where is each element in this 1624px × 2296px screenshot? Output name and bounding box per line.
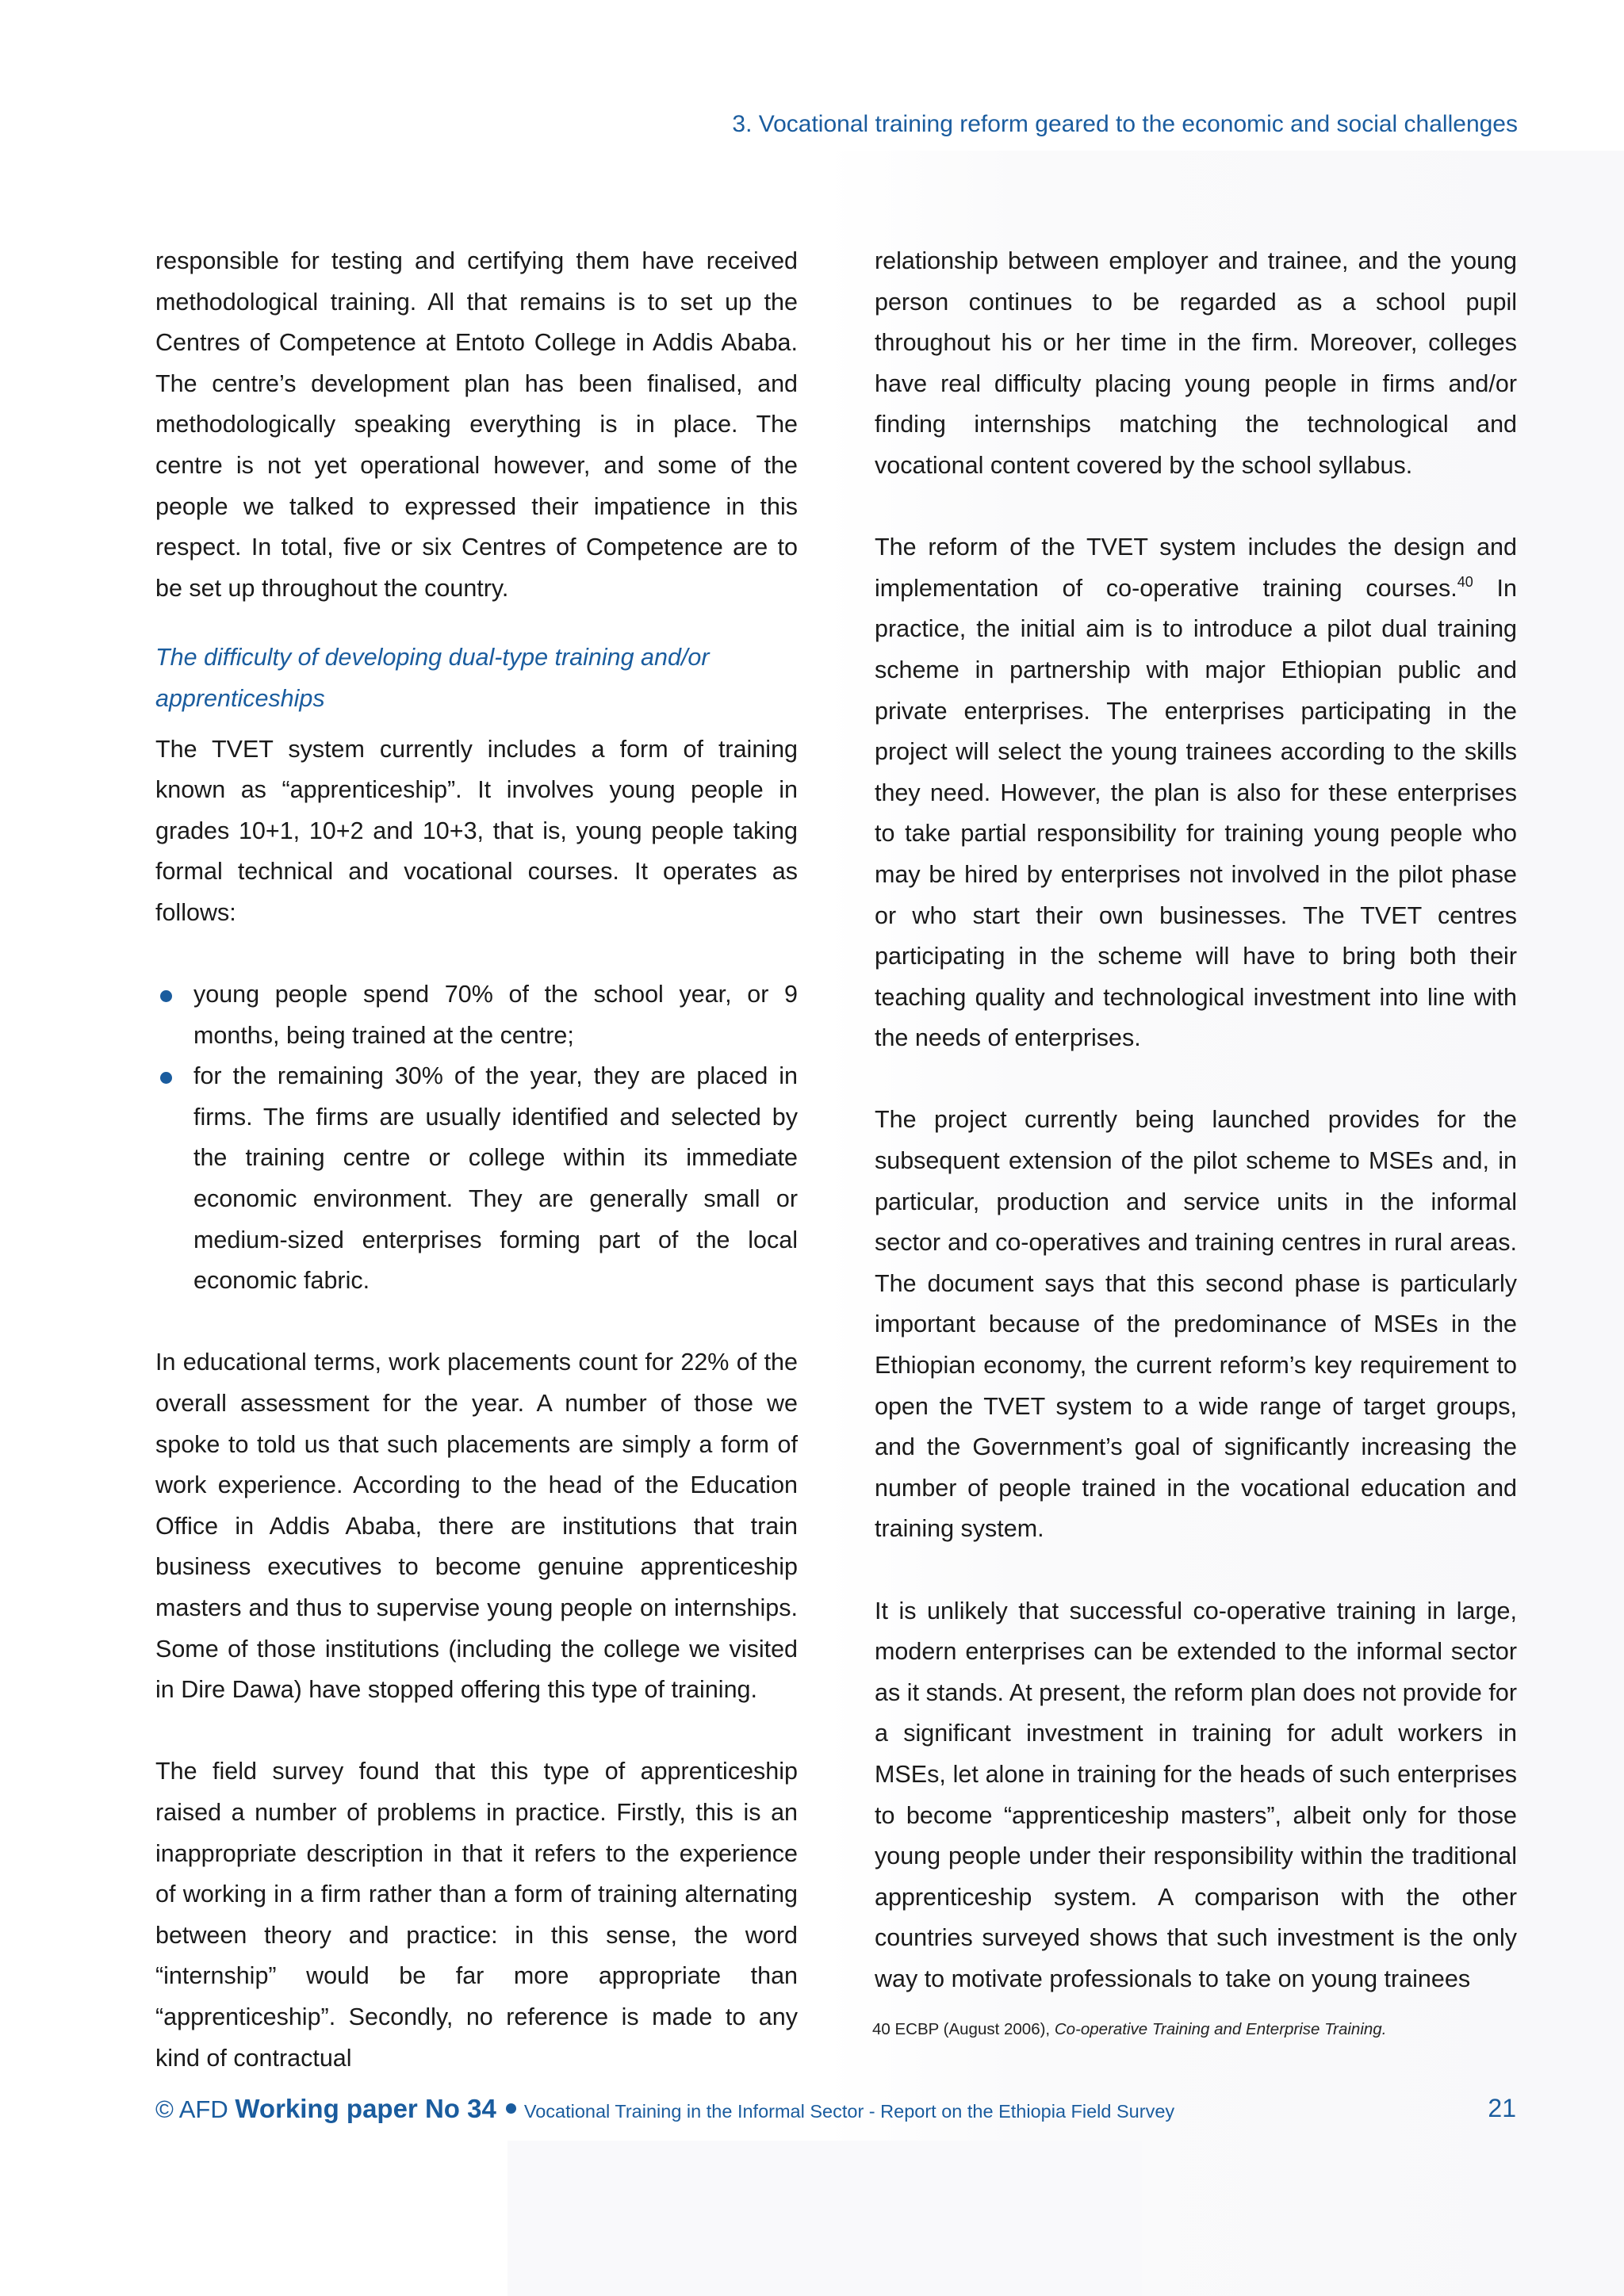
right-paragraph-2-end: In practice, the initial aim is to introduce a pilot dual training scheme in partnership with major Ethiopian public and private enterprises. The enterprises participating in the project will select the young trainees according to the skills they need. However, the plan is also for these enterprises to take partial responsibility for training young people who may be hired by enterprises not involved in the pilot phase or who start their own businesses. The TVET centres participating in the scheme will have to bring both their teaching quality and technological investment into line with the needs of enterprises. (875, 574, 1517, 1052)
bullet-list (155, 974, 798, 1302)
footer-series: Working paper No 34 (235, 2094, 496, 2123)
left-paragraph-1: responsible for testing and certifying them have received methodological training. All that remains is to set up the Centres of Competence at Entoto College in Addis Ababa. The centre’s development plan has been finalised, and methodologically speaking everything is in place. The centre is not yet operational however, and some of the people we talked to expressed their impatience in this respect. In total, five or six Centres of Competence are to be set up throughout the country. (155, 247, 798, 602)
left-paragraph-3: In educational terms, work placements count for 22% of the overall assessment for the year. A number of those we spoke to told us that such placements are simply a form of work experience. According to the head of the Education Office in Addis Ababa, there are institutions that train business executives to become genuine apprenticeship masters and thus to supervise young people on internships. Some of those institutions (including the college we visited in Dire Dawa) have stopped offering this type of training. (155, 1349, 798, 1704)
running-head: 3. Vocational training reform geared to the economic and social challenges (732, 111, 1518, 137)
footer-title: Vocational Training in the Informal Sector - Report on the Ethiopia Field Survey (523, 2101, 1175, 2122)
footnote (872, 2020, 1386, 2039)
section-subheading: The difficulty of developing dual-type training and/or apprenticeships (155, 644, 710, 712)
left-paragraph-2: The TVET system currently includes a form of training known as “apprenticeship”. It involves young people in grades 10+1, 10+2 and 10+3, that is, young people taking formal technical and vocational courses. It operates as follows: (155, 735, 798, 926)
footnote-reference[interactable]: 40 (1457, 573, 1473, 590)
page-shading-bottom (508, 2141, 1142, 2296)
right-paragraph-1: relationship between employer and trainee, and the young person continues to be regarded as a school pupil throughout his or her time in the firm. Moreover, colleges have real difficulty placing young people in firms and/or finding internships matching the technological and vocational content covered by the school syllabus. (875, 247, 1517, 479)
bullet-icon (160, 1072, 172, 1084)
bullet-icon (160, 990, 172, 1002)
bullet-separator-icon (506, 2103, 516, 2114)
bullet-text: for the remaining 30% of the year, they are placed in firms. The firms are usually identified and selected by the training centre or college within its immediate economic environment. They are generally small or medium-sized enterprises forming part of the local economic fabric. (193, 1062, 798, 1295)
left-column (155, 241, 798, 2079)
right-column (875, 241, 1517, 2000)
left-paragraph-4: The field survey found that this type of apprenticeship raised a number of problems in practice. Firstly, this is an inappropriate description in that it refers to the experience of working in a firm rather than a form of training alternating between theory and practice: in this sense, the word “internship” would be far more appropriate than “apprenticeship”. Secondly, no reference is made to any kind of contractual (155, 1758, 798, 2072)
right-paragraph-4: It is unlikely that successful co-operative training in large, modern enterprises can be extended to the informal sector as it stands. At present, the reform plan does not provide for a significant investment in training for adult workers in MSEs, let alone in training for the heads of such enterprises to become “apprenticeship masters”, albeit only for those young people under their responsibility within the traditional apprenticeship system. A comparison with the other countries surveyed shows that such investment is the only way to motivate professionals to take on young trainees (875, 1597, 1517, 1992)
bullet-item (155, 1056, 798, 1302)
footnote-title: Co-operative Training and Enterprise Training. (1054, 2020, 1387, 2038)
bullet-text: young people spend 70% of the school year, or 9 months, being trained at the centre; (193, 981, 798, 1049)
footer-copyright: © AFD (155, 2095, 236, 2123)
right-paragraph-2 (875, 527, 1517, 1059)
bullet-item (155, 974, 798, 1056)
page-footer (155, 2094, 1516, 2124)
right-paragraph-3: The project currently being launched provides for the subsequent extension of the pilot scheme to MSEs and, in particular, production and service units in the informal sector and co-operatives and training centres in rural areas. The document says that this second phase is particularly important because of the predominance of MSEs in the Ethiopian economy, the current reform’s key requirement to open the TVET system to a wide range of target groups, and the Government’s goal of significantly increasing the number of people trained in the vocational education and training system. (875, 1106, 1517, 1543)
right-paragraph-2-start: The reform of the TVET system includes the design and implementation of co-operative training courses. (875, 534, 1517, 602)
page-number: 21 (1488, 2094, 1516, 2122)
footnote-text: ECBP (August 2006), (890, 2020, 1055, 2038)
footnote-number: 40 (872, 2020, 891, 2038)
